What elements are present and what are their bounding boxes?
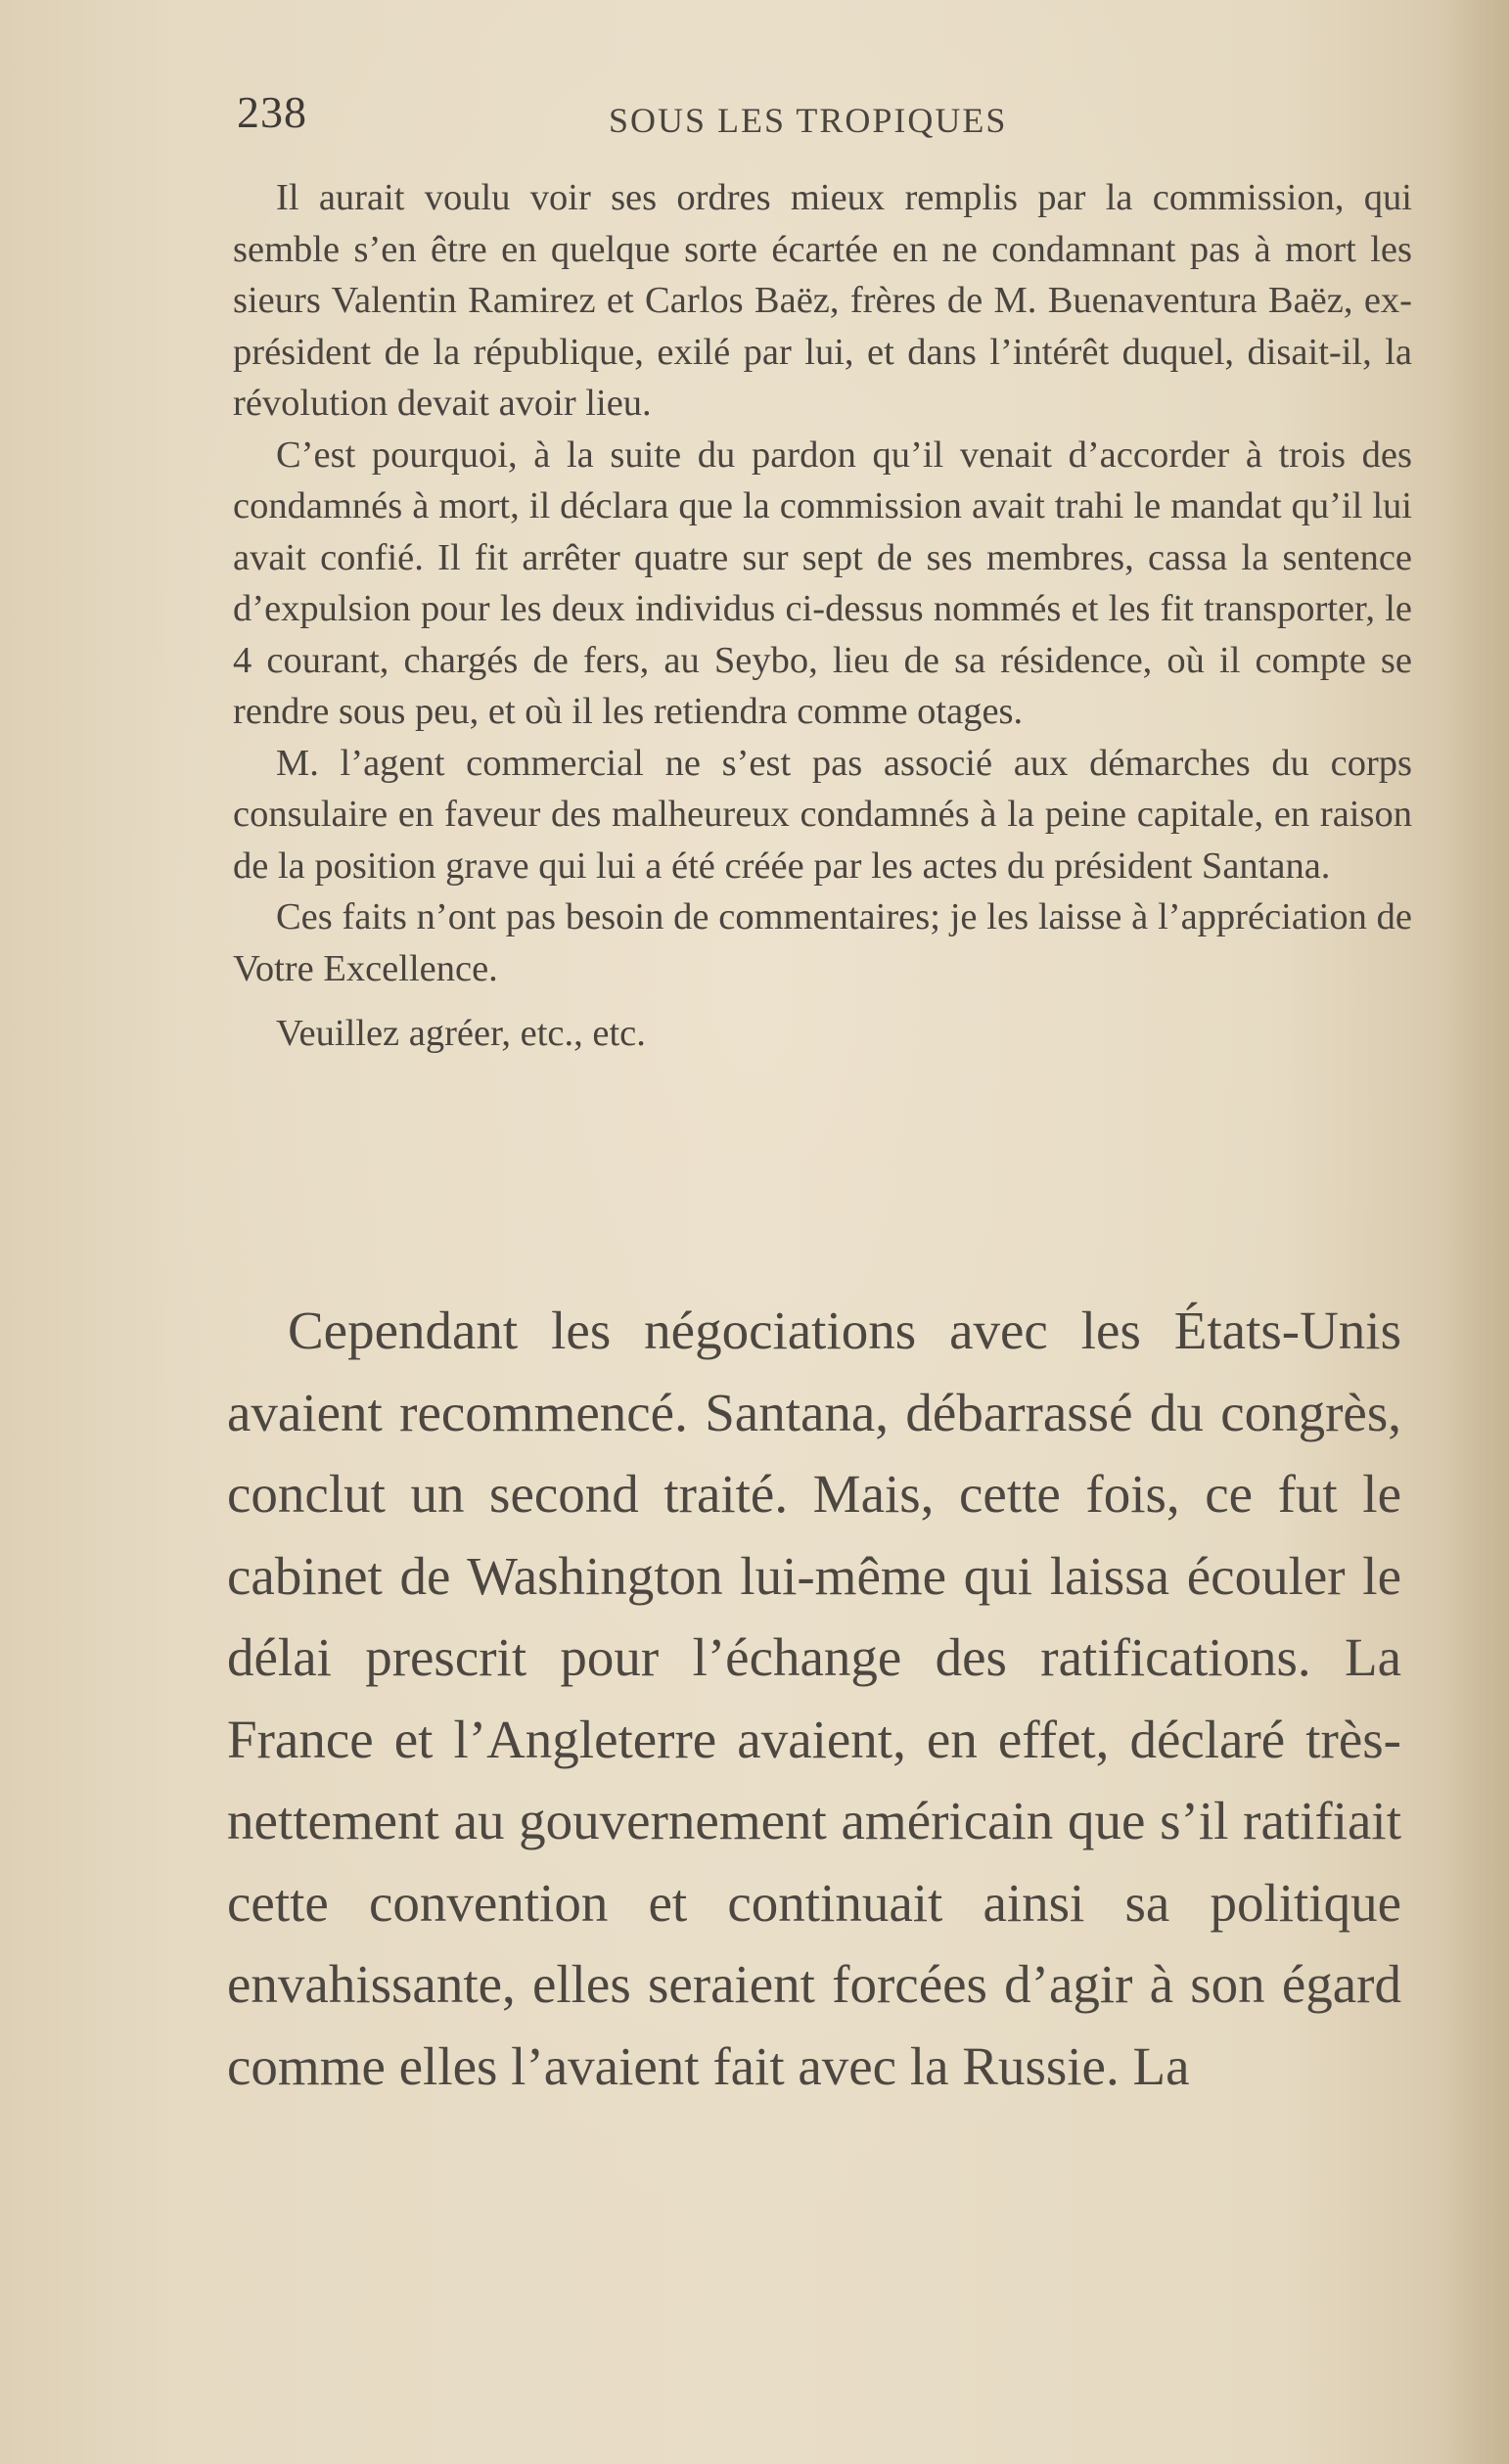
running-title: SOUS LES TROPIQUES [609, 101, 1008, 140]
letter-paragraph: C’est pourquoi, à la suite du pardon qu’il venait d’accorder à trois des condamnés à mort, il déclara que la commission avait trahi le mandat qu’il lui avait confié. Il fit arrêter quatre sur sept de ses membres, cassa la sentence d’expulsion pour les deux individus ci-dessus nommés et les fit transporter, le 4 courant, chargés de fers, au Seybo, lieu de sa résidence, où il compte se rendre sous peu, et où il les retiendra comme otages. [233, 433, 1412, 732]
page-number: 238 [237, 87, 307, 137]
page-header [237, 86, 1416, 145]
letter-paragraph: Ces faits n’ont pas besoin de commentaires; je les laisse à l’appréciation de Votre Excellence. [233, 896, 1412, 989]
letter-paragraph: M. l’agent commercial ne s’est pas associé aux démarches du corps consulaire en faveur des malheureux condamnés à la peine capitale, en raison de la position grave qui lui a été créée par les actes du président Santana. [233, 742, 1412, 887]
letter-paragraph: Il aurait voulu voir ses ordres mieux remplis par la commission, qui semble s’en être en quelque sorte écartée en ne condamnant pas à mort les sieurs Valentin Ramirez et Carlos Baëz, frères de M. Buenaventura Baëz, ex-président de la république, exilé par lui, et dans l’intérêt duquel, disait-il, la révolution devait avoir lieu. [233, 177, 1412, 424]
page-edge-shadow [1440, 0, 1509, 2464]
quoted-letter [233, 172, 1412, 1060]
main-text [227, 1290, 1401, 2107]
narrative-paragraph: Cependant les négociations avec les États-Unis avaient recommencé. Santana, débarrassé du congrès, conclut un second traité. Mais, cette fois, ce fut le cabinet de Washington lui-même qui laissa écouler le délai prescrit pour l’échange des ratifications. La France et l’Angleterre avaient, en effet, déclaré très-nettement au gouvernement américain que s’il ratifiait cette convention et continuait ainsi sa politique envahissante, elles seraient forcées d’agir à son égard comme elles l’avaient fait avec la Russie. La [227, 1300, 1401, 2096]
letter-closing: Veuillez agréer, etc., etc. [276, 1013, 646, 1054]
